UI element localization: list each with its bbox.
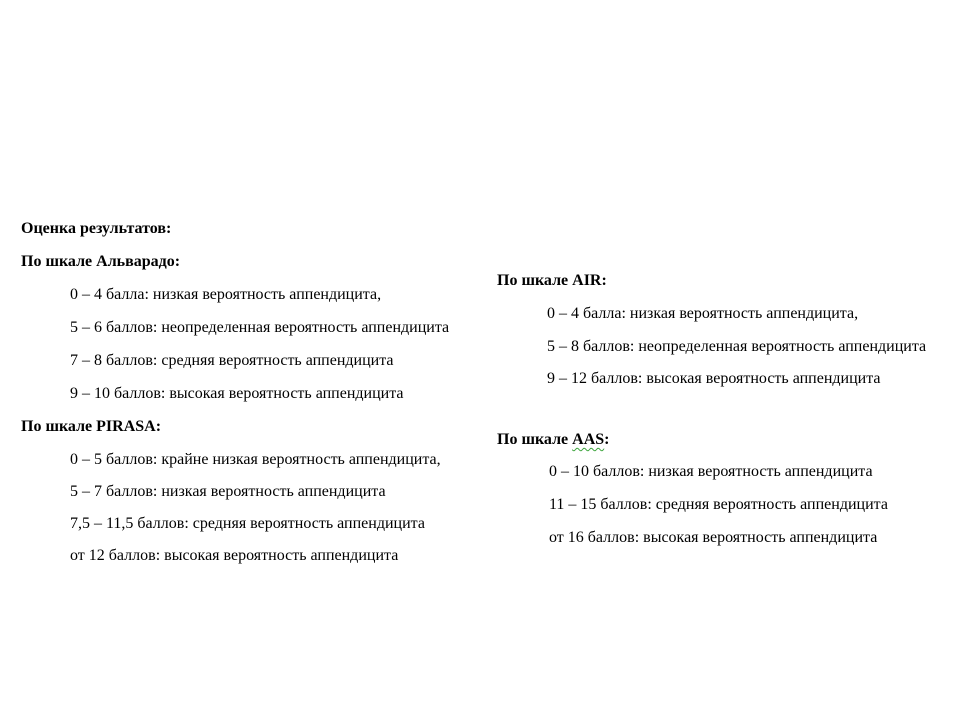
pirasa-item: 0 – 5 баллов: крайне низкая вероятность аппендицита, [70, 451, 441, 468]
alvarado-scale-title: По шкале Альварадо: [21, 253, 181, 270]
aas-title-abbr: AAS [572, 431, 605, 448]
alvarado-item: 7 – 8 баллов: средняя вероятность аппендицита [70, 352, 394, 369]
pirasa-item: от 12 баллов: высокая вероятность аппендицита [70, 547, 399, 564]
air-item: 0 – 4 балла: низкая вероятность аппендицита, [547, 305, 859, 322]
aas-item: 0 – 10 баллов: низкая вероятность аппендицита [549, 463, 873, 480]
aas-scale-title [497, 430, 610, 450]
aas-title-prefix: По шкале [497, 431, 573, 448]
aas-item: от 16 баллов: высокая вероятность аппендицита [549, 529, 878, 546]
pirasa-item: 7,5 – 11,5 баллов: средняя вероятность аппендицита [70, 515, 425, 532]
pirasa-item: 5 – 7 баллов: низкая вероятность аппендицита [70, 483, 386, 500]
pirasa-scale-title: По шкале PIRASA: [21, 418, 162, 435]
air-item: 5 – 8 баллов: неопределенная вероятность аппендицита [547, 338, 927, 355]
alvarado-item: 0 – 4 балла: низкая вероятность аппендицита, [70, 286, 382, 303]
alvarado-item: 5 – 6 баллов: неопределенная вероятность аппендицита [70, 319, 450, 336]
air-scale-title: По шкале AIR: [497, 272, 607, 289]
air-item: 9 – 12 баллов: высокая вероятность аппендицита [547, 370, 881, 387]
alvarado-item: 9 – 10 баллов: высокая вероятность аппендицита [70, 385, 404, 402]
results-title: Оценка результатов: [21, 220, 172, 237]
aas-item: 11 – 15 баллов: средняя вероятность аппендицита [549, 496, 888, 513]
aas-title-suffix: : [604, 431, 610, 448]
